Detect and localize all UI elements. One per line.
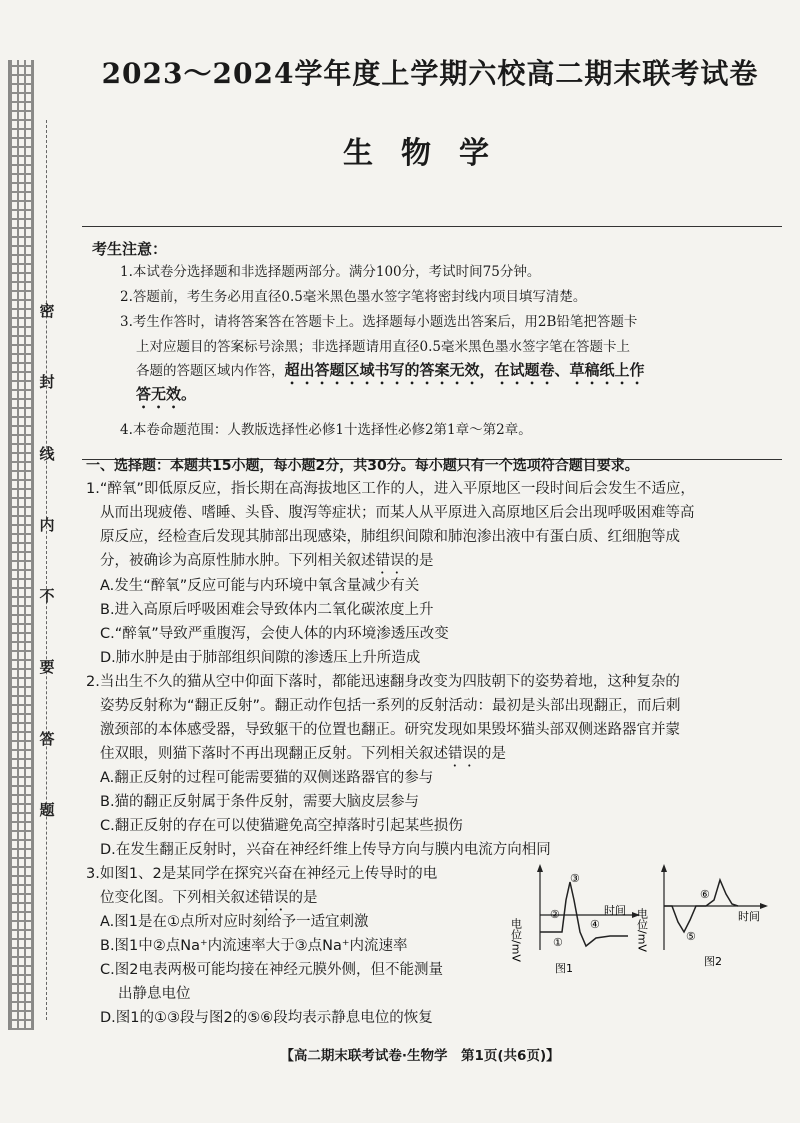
q1-option-d: D.肺水肿是由于肺部组织间隙的渗透压上升所造成 — [100, 650, 421, 666]
q2-option-b: B.猫的翻正反射属于条件反射，需要大脑皮层参与 — [100, 794, 420, 810]
q3-option-c-cont: 出静息电位 — [118, 986, 191, 1002]
fig1-point-1: ① — [553, 936, 563, 949]
q2-stem-end: 的是 — [477, 746, 506, 762]
fig2-y-arrow — [661, 864, 667, 872]
fig1-point-3: ③ — [570, 872, 580, 885]
subject-title: 生物学 — [343, 136, 517, 171]
notice-item-3-line2: 上对应题目的答案标号涂黑；非选择题请用直径0.5毫米黑色墨水签字笔在答题卡上 — [136, 339, 630, 355]
fig1-ylabel: 电位/mV — [509, 918, 523, 962]
q3-option-c: C.图2电表两极可能均接在神经元膜外侧，但不能测量 — [100, 962, 443, 978]
notice-item-3-line4 — [136, 382, 794, 412]
notice-emphasis: 超出答题区域书写的答案无效，在试题卷、草稿纸上作 — [284, 361, 645, 379]
q1-line2: 从而出现疲倦、嗜睡、头昏、腹泻等症状；而某人从平原进入高原地区后会出现呼吸困难等高 — [100, 505, 695, 521]
notice-heading: 考生注意： — [92, 240, 168, 258]
q2-line3: 激颈部的本体感受器，导致躯干的位置也翻正。研究发现如果毁坏猫头部双侧迷路器官并蒙 — [100, 722, 680, 738]
q1-option-a: A.发生“醉氧”反应可能与内环境中氧含量减少有关 — [100, 578, 420, 594]
q2-option-c: C.翻正反射的存在可以使猫避免高空掉落时引起某些损伤 — [100, 818, 463, 834]
q3-option-a: A.图1是在①点所对应时刻给予一适宜刺激 — [100, 914, 369, 930]
fig2-caption: 图2 — [704, 955, 722, 968]
q3-line1: 3.如图1、2是某同学在探究兴奋在神经元上传导时的电 — [86, 866, 438, 882]
notice-item-3-line1: 3.考生作答时，请将答案答在答题卡上。选择题每小题选出答案后，用2B铅笔把答题卡 — [120, 314, 638, 330]
q3-stem: 位变化图。下列相关叙述 — [100, 890, 260, 906]
binding-strip — [8, 60, 34, 1030]
fig1-y-arrow — [537, 864, 543, 872]
fig2-xlabel: 时间 — [738, 910, 760, 923]
seal-line-text — [34, 300, 60, 820]
fig1-caption: 图1 — [555, 962, 573, 975]
notice-item-1: 1.本试卷分选择题和非选择题两部分。满分100分，考试时间75分钟。 — [120, 264, 541, 280]
q1-line4 — [100, 549, 800, 577]
fig2-point-5: ⑤ — [686, 930, 696, 943]
seal-char: 不 — [39, 587, 55, 606]
q3-wrong-keyword: 错误 — [259, 890, 289, 906]
q1-stem: 分，被确诊为高原性肺水肿。下列相关叙述 — [100, 553, 376, 569]
notice-emphasis-end: 答无效。 — [136, 385, 197, 403]
section-heading: 一、选择题：本题共15小题，每小题2分，共30分。每小题只有一个选项符合题目要求。 — [86, 458, 639, 474]
fig2-point-6: ⑥ — [700, 888, 710, 901]
fig2-ylabel: 电位/mV — [635, 908, 649, 952]
q2-stem: 住双眼，则猫下落时不再出现翻正反射。下列相关叙述 — [100, 746, 448, 762]
q1-stem-end: 的是 — [404, 553, 434, 569]
seal-char: 密 — [39, 302, 55, 320]
q2-option-a: A.翻正反射的过程可能需要猫的双侧迷路器官的参与 — [100, 770, 434, 786]
seal-char: 要 — [39, 658, 55, 677]
seal-char: 答 — [39, 729, 55, 748]
q2-line2: 姿势反射称为“翻正反射”。翻正动作包括一系列的反射活动：最初是头部出现翻正，而后刺 — [100, 698, 681, 714]
q1-wrong-keyword: 错误 — [375, 553, 405, 569]
seal-char: 内 — [39, 515, 55, 534]
seal-char: 封 — [39, 373, 55, 392]
notice-item-2: 2.答题前，考生务必用直径0.5毫米黑色墨水签字笔将密封线内项目填写清楚。 — [120, 289, 587, 305]
q3-option-b: B.图1中②点Na⁺内流速率大于③点Na⁺内流速率 — [100, 938, 408, 954]
notice-text: 各题的答题区域内作答， — [136, 363, 285, 379]
figure-1 — [510, 860, 640, 985]
figure-2 — [635, 860, 772, 985]
fig1-point-2: ② — [550, 908, 560, 921]
q1-line1: 1.“醉氧”即低原反应，指长期在高海拔地区工作的人，进入平原地区一段时间后会发生不适应， — [86, 481, 695, 497]
q2-wrong-keyword: 错误 — [448, 746, 477, 762]
fig1-xlabel: 时间 — [604, 904, 626, 917]
seal-char: 题 — [39, 800, 55, 819]
q1-option-b: B.进入高原后呼吸困难会导致体内二氧化碳浓度上升 — [100, 602, 434, 618]
page-footer: 【高二期末联考试卷·生物学 第1页(共6页)】 — [280, 1048, 560, 1064]
exam-title: 2023～2024学年度上学期六校高二期末联考试卷 — [101, 57, 759, 90]
fig2-x-arrow — [760, 903, 768, 909]
notice-item-4: 4.本卷命题范围：人教版选择性必修1十选择性必修2第1章～第2章。 — [120, 422, 532, 438]
q2-option-d: D.在发生翻正反射时，兴奋在神经纤维上传导方向与膜内电流方向相同 — [100, 842, 551, 858]
q1-option-c: C.“醉氧”导致严重腹泻，会使人体的内环境渗透压改变 — [100, 626, 449, 642]
q3-option-d: D.图1的①③段与图2的⑤⑥段均表示静息电位的恢复 — [100, 1010, 433, 1026]
fig1-point-4: ④ — [590, 918, 600, 931]
q2-line1: 2.当出生不久的猫从空中仰面下落时，都能迅速翻身改变为四肢朝下的姿势着地，这种复杂的 — [86, 674, 680, 690]
seal-char: 线 — [39, 444, 55, 463]
q1-line3: 原反应，经检查后发现其肺部出现感染，肺组织间隙和肺泡渗出液中有蛋白质、红细胞等成 — [100, 529, 680, 545]
q3-stem-end: 的是 — [288, 890, 318, 906]
